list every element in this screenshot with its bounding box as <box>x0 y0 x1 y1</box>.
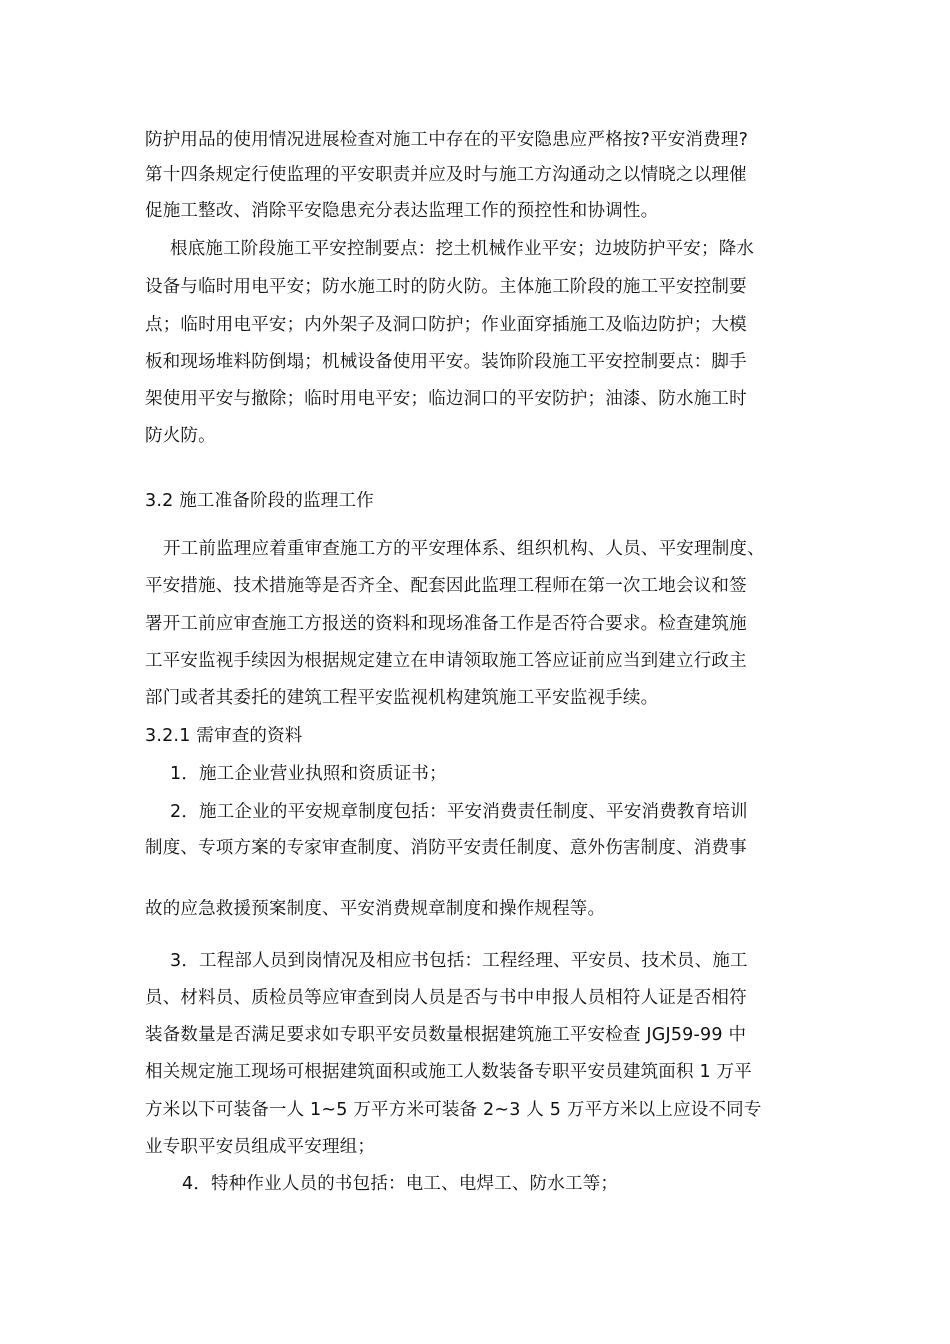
paragraph-line: 业专职平安员组成平安理组； <box>145 1137 376 1157</box>
paragraph-line: 设备与临时用电平安；防水施工时的防火防。主体施工阶段的施工平安控制要 <box>145 277 747 297</box>
paragraph-line: 署开工前应审查施工方报送的资料和现场准备工作是否符合要求。检查建筑施 <box>145 614 747 634</box>
paragraph-line: 促施工整改、消除平安隐患充分表达监理工作的预控性和协调性。 <box>145 201 659 221</box>
paragraph-line: 开工前监理应着重审查施工方的平安理体系、组织机构、人员、平安理制度、 <box>163 539 765 559</box>
paragraph-line: 平安措施、技术措施等是否齐全、配套因此监理工程师在第一次工地会议和签 <box>145 576 747 596</box>
list-item: 1．施工企业营业执照和资质证书； <box>170 764 447 784</box>
list-item: 4．特种作业人员的书包括：电工、电焊工、防水工等； <box>182 1174 619 1194</box>
paragraph-line: 架使用平安与撤除；临时用电平安；临边洞口的平安防护；油漆、防水施工时 <box>145 389 747 409</box>
paragraph-line: 员、材料员、质检员等应审查到岗人员是否与书中申报人员相符人证是否相符 <box>145 988 747 1008</box>
paragraph-line: 工平安监视手续因为根据规定建立在申请领取施工答应证前应当到建立行政主 <box>145 651 747 671</box>
subsection-heading: 3.2.1 需审查的资料 <box>145 726 303 746</box>
paragraph-line: 部门或者其委托的建筑工程平安监视机构建筑施工平安监视手续。 <box>145 688 659 708</box>
paragraph-line: 防护用品的使用情况进展检查对施工中存在的平安隐患应严格按?平安消费理? <box>145 130 749 150</box>
paragraph-line: 第十四条规定行使监理的平安职责并应及时与施工方沟通动之以情晓之以理催 <box>145 165 747 185</box>
section-heading: 3.2 施工准备阶段的监理工作 <box>145 491 374 511</box>
list-item: 2．施工企业的平安规章制度包括：平安消费责任制度、平安消费教育培训 <box>170 802 748 822</box>
paragraph-line: 故的应急救援预案制度、平安消费规章制度和操作规程等。 <box>145 899 606 919</box>
paragraph-line: 方米以下可装备一人 1~5 万平方米可装备 2~3 人 5 万平方米以上应设不同专 <box>145 1100 762 1120</box>
paragraph-line: 根底施工阶段施工平安控制要点：挖土机械作业平安；边坡防护平安；降水 <box>170 239 755 259</box>
list-item: 3．工程部人员到岗情况及相应书包括：工程经理、平安员、技术员、施工 <box>170 951 748 971</box>
paragraph-line: 板和现场堆料防倒塌；机械设备使用平安。装饰阶段施工平安控制要点：脚手 <box>145 352 747 372</box>
paragraph-line: 相关规定施工现场可根据建筑面积或施工人数装备专职平安员建筑面积 1 万平 <box>145 1062 752 1082</box>
paragraph-line: 装备数量是否满足要求如专职平安员数量根据建筑施工平安检查 JGJ59-99 中 <box>145 1025 747 1045</box>
paragraph-line: 点；临时用电平安；内外架子及洞口防护；作业面穿插施工及临边防护；大模 <box>145 315 747 335</box>
paragraph-line: 防火防。 <box>145 426 216 446</box>
paragraph-line: 制度、专项方案的专家审查制度、消防平安责任制度、意外伤害制度、消费事 <box>145 838 747 858</box>
